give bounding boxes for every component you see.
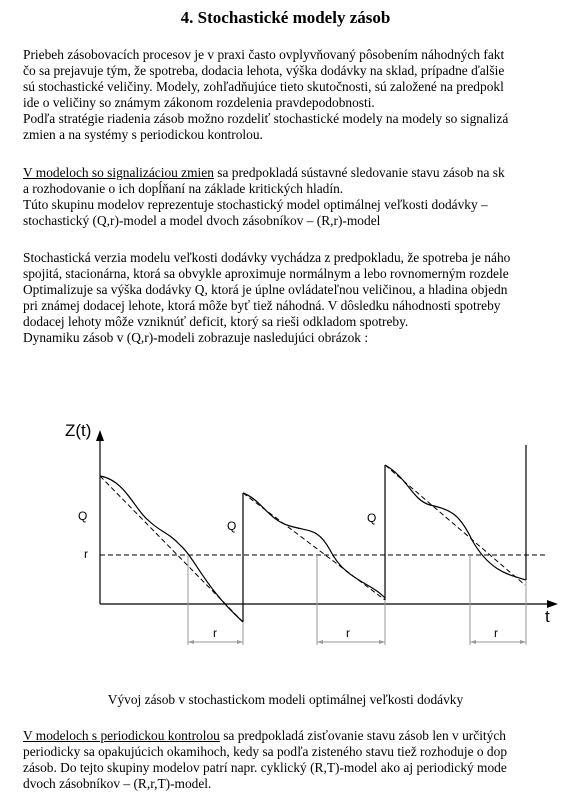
paragraph-text: sa predpokladá sústavné sledovanie stavu zásob na sk xyxy=(213,165,505,180)
paragraph-line: Podľa stratégie riadenia zásob možno rozdeliť stochastické modely na modely so signalizá xyxy=(23,111,509,126)
paragraph-line: ide o veličiny so známym zákonom rozdelenia pravdepodobnosti. xyxy=(23,95,375,110)
paragraph-line: periodicky sa opakujúcich okamihoch, kedy sa podľa zisteného stavu tiež rozhoduje o dop xyxy=(23,744,508,759)
underlined-term: V modeloch so signalizáciou zmien xyxy=(23,165,214,180)
stock-curve xyxy=(385,465,526,580)
section-title: 4. Stochastické modely zásob xyxy=(180,8,391,27)
paragraph-line: Priebeh zásobovacích procesov je v praxi často ovplyvňovaný pôsobením náhodných fakt xyxy=(23,47,505,62)
paragraph-line: pri známej dodacej lehote, ktorá môže byť tiež náhodná. V dôsledku náhodnosti spotreby xyxy=(23,298,501,313)
paragraph-line: Optimalizuje sa výška dodávky Q, ktorá je úplne ovládateľnou veličinou, a hladina objedn xyxy=(23,282,508,297)
y-axis-label: Z(t) xyxy=(65,421,92,440)
x-axis-label: t xyxy=(545,607,550,626)
lead-time-arrowhead xyxy=(520,640,526,644)
lead-time-arrowhead xyxy=(188,640,194,644)
paragraph-text: sa predpokladá zisťovanie stavu zásob len v určitých xyxy=(219,728,506,743)
order-quantity-label: Q xyxy=(367,511,377,525)
paragraph-line: Dynamiku zásob v (Q,r)-modeli zobrazuje nasledujúci obrázok : xyxy=(23,330,369,345)
lead-time-arrowhead xyxy=(379,640,385,644)
lead-time-arrowhead xyxy=(317,640,323,644)
paragraph-line: Túto skupinu modelov reprezentuje stochastický model optimálnej veľkosti dodávky – xyxy=(23,197,488,212)
paragraph-line: zmien a na systémy s periodickou kontrolou. xyxy=(23,127,263,142)
order-quantity-label: Q xyxy=(78,509,88,523)
paragraph-line xyxy=(23,728,506,744)
figure-caption: Vývoj zásob v stochastickom modeli optimálnej veľkosti dodávky xyxy=(107,692,464,707)
y-axis-arrow xyxy=(96,430,104,441)
underlined-term: V modeloch s periodickou kontrolou xyxy=(23,728,220,743)
paragraph-line: dodacej lehoty môže vzniknúť deficit, ktorý sa rieši odkladom spotreby. xyxy=(23,314,409,329)
lead-time-arrowhead xyxy=(237,640,243,644)
paragraph-line: čo sa prejavuje tým, že spotreba, dodacia lehota, výška dodávky na sklad, prípadne ďalšie xyxy=(23,63,505,78)
order-quantity-label: Q xyxy=(227,519,237,533)
paragraph-line: stochastický (Q,r)-model a model dvoch zásobníkov – (R,r)-model xyxy=(23,213,381,228)
paragraph-line: Stochastická verzia modelu veľkosti dodávky vychádza z predpokladu, že spotreba je náho xyxy=(23,250,511,265)
paragraph-line: spojitá, stacionárna, ktorá sa obvykle aproximuje normálnym a lebo rovnomerným rozdele xyxy=(23,266,509,281)
lead-time-label: r xyxy=(494,626,498,640)
average-consumption-line xyxy=(243,493,385,600)
lead-time-arrowhead xyxy=(470,640,476,644)
average-consumption-line xyxy=(385,465,525,585)
reorder-level-label: r xyxy=(84,547,88,561)
paragraph-line: zásob. Do tejto skupiny modelov patrí napr. cyklický (R,T)-model ako aj periodický mode xyxy=(23,760,507,775)
paragraph-line: a rozhodovanie o ich dopĺňaní na základe kritických hladín. xyxy=(23,181,344,196)
paragraph-line: sú stochastické veličiny. Modely, zohľadňujúce tieto skutočnosti, sú založené na predpokl xyxy=(23,79,504,94)
paragraph-line: dvoch zásobníkov – (R,r,T)-model. xyxy=(23,776,212,791)
lead-time-label: r xyxy=(213,626,217,640)
lead-time-label: r xyxy=(346,626,350,640)
